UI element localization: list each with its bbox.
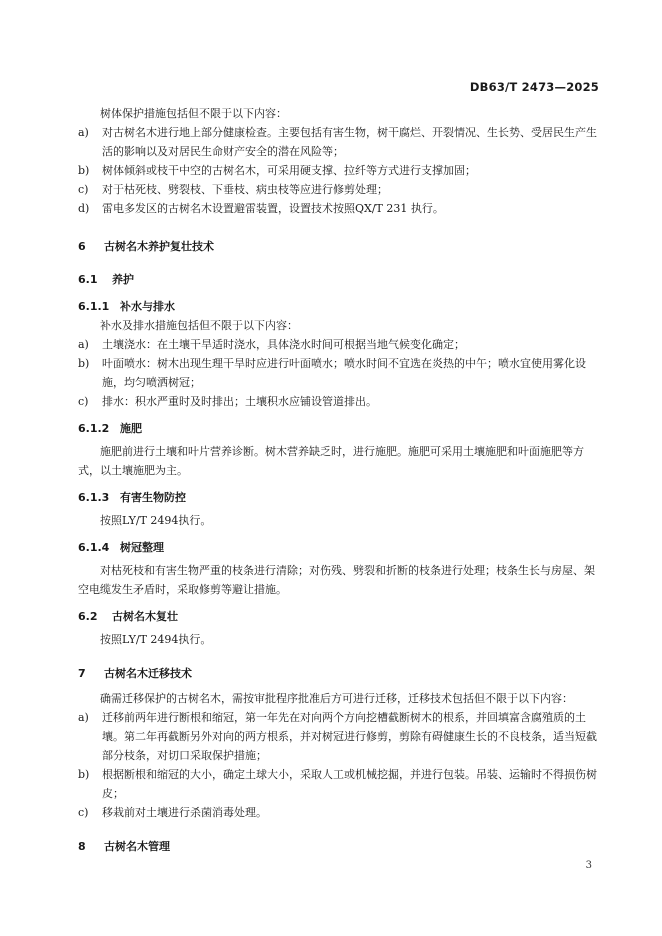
list-item: a) 土壤浇水：在土壤干旱适时浇水，具体浇水时间可根据当地气候变化确定；	[78, 338, 465, 351]
list-item: c) 对于枯死枝、劈裂枝、下垂枝、病虫枝等应进行修剪处理；	[78, 183, 388, 196]
water-intro: 补水及排水措施包括但不限于以下内容：	[100, 319, 298, 332]
section-heading-6: 6 古树名木养护复壮技术	[78, 240, 214, 253]
list-item: a) 对古树名木进行地上部分健康检查。主要包括有害生物，树干腐烂、开裂情况、生长势、受居民生产生活的影响以及对居民生命财产安全的潜在风险等；	[78, 126, 597, 158]
list-item: c) 排水：积水严重时及时排出；土壤积水应铺设管道排出。	[78, 395, 377, 408]
section-heading-6-2: 6.2 古树名木复壮	[78, 610, 178, 623]
section-heading-8: 8 古树名木管理	[78, 840, 170, 853]
section-heading-6-1: 6.1 养护	[78, 273, 134, 286]
page-body	[78, 104, 598, 856]
section-heading-6-1-2: 6.1.2 施肥	[78, 422, 142, 435]
list-item: c) 移栽前对土壤进行杀菌消毒处理。	[78, 806, 267, 819]
document-code-header: DB63/T 2473—2025	[469, 80, 599, 94]
list-item: b) 叶面喷水：树木出现生理干旱时应进行叶面喷水；喷水时间不宜选在炎热的中午；喷水宜使用雾化设施，均匀喷洒树冠；	[78, 357, 586, 389]
protection-list	[78, 123, 598, 218]
pest-text: 按照LY/T 2494执行。	[100, 514, 212, 527]
fertilizer-text: 施肥前进行土壤和叶片营养诊断。树木营养缺乏时，进行施肥。施肥可采用土壤施肥和叶面施肥等方式，以土壤施肥为主。	[78, 445, 584, 477]
section-heading-7: 7 古树名木迁移技术	[78, 667, 192, 680]
water-list	[78, 335, 598, 411]
section-heading-6-1-4: 6.1.4 树冠整理	[78, 541, 164, 554]
section-heading-6-1-3: 6.1.3 有害生物防控	[78, 491, 186, 504]
move-list	[78, 708, 598, 822]
list-item: b) 根据断根和缩冠的大小，确定土球大小，采取人工或机械挖掘，并进行包装。吊装、运输时不得损伤树皮；	[78, 768, 597, 800]
list-item: d) 雷电多发区的古树名木设置避雷装置，设置技术按照QX/T 231 执行。	[78, 202, 444, 215]
list-item: b) 树体倾斜或枝干中空的古树名木，可采用硬支撑、拉纤等方式进行支撑加固；	[78, 164, 476, 177]
section-heading-6-1-1: 6.1.1 补水与排水	[78, 300, 175, 313]
rejuvenation-text: 按照LY/T 2494执行。	[100, 633, 212, 646]
list-item: a) 迁移前两年进行断根和缩冠，第一年先在对向两个方向挖槽截断树木的根系，并回填富含腐殖质的土壤。第二年再截断另外对向的两方根系，并对树冠进行修剪，剪除有碍健康生长的不良枝条，适当短截部分枝条，对切口采取保护措施；	[78, 711, 597, 762]
move-intro: 确需迁移保护的古树名木，需按审批程序批准后方可进行迁移，迁移技术包括但不限于以下内容：	[100, 692, 573, 705]
crown-text: 对枯死枝和有害生物严重的枝条进行清除；对伤残、劈裂和折断的枝条进行处理；枝条生长与房屋、架空电缆发生矛盾时，采取修剪等避让措施。	[78, 564, 595, 596]
page-number: 3	[585, 860, 592, 871]
protection-intro: 树体保护措施包括但不限于以下内容：	[100, 107, 287, 120]
